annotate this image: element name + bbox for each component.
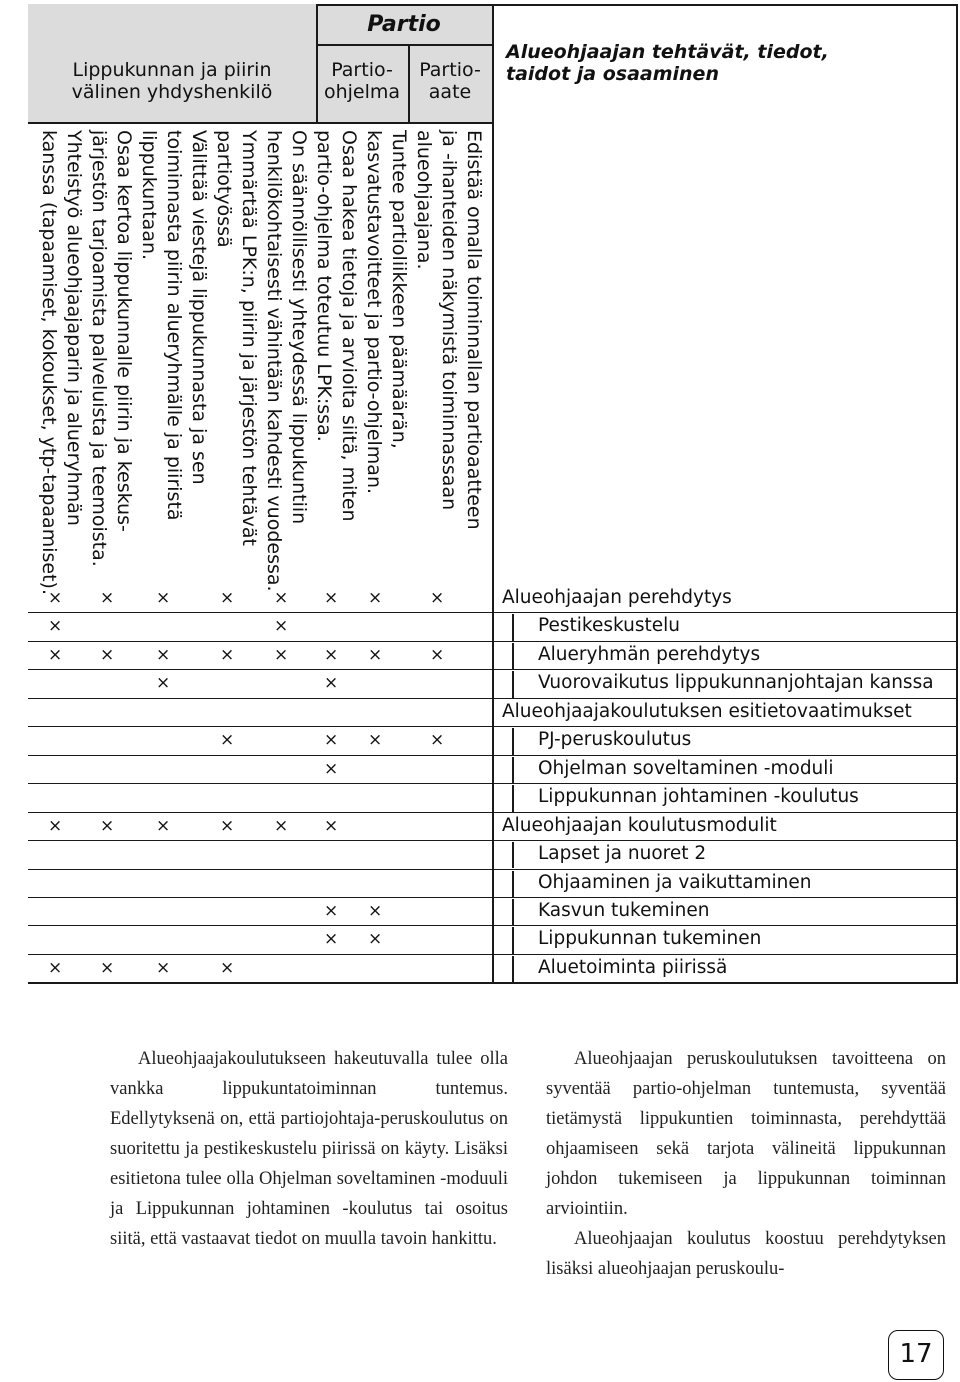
check-mark: × [220,730,235,751]
check-mark: × [156,644,171,665]
indent-tick [512,956,514,982]
check-mark: × [274,588,289,608]
row-label: Alueohjaajan koulutusmodulit [502,814,777,836]
column-statement-line: partio-ohjelma toteutuu LPK:ssa. [313,130,335,442]
check-mark: × [430,730,445,751]
paragraph-right: Alueohjaajan peruskoulutuksen tavoitteena on syventää partio-ohjelman tuntemusta, syventää tietämystä lippukuntien toiminnasta, perehdyttää ohjaamiseen sekä tarjota välineitä lippukunnan johdon tukemiseen ja lippukunnan toiminnan arviointiin. Alueohjaajan koulutus koostuu perehdytyksen lisäksi alueohjaajan peruskoulu- [546,1049,946,1279]
indent-tick [512,927,514,953]
column-statement-line: partiotyössä [213,130,235,248]
check-mark: × [156,673,171,694]
ohjelma-header: Partio- ohjelma [323,59,401,103]
check-mark: × [48,616,63,637]
indent-tick [512,899,514,925]
row-label: Vuorovaikutus lippukunnanjohtajan kanssa [538,672,934,694]
tasks-divider [492,4,494,984]
check-mark: × [368,900,383,921]
row-label: Lapset ja nuoret 2 [538,843,707,865]
indent-tick [512,785,514,811]
check-mark: × [156,815,171,836]
column-statement-line: kanssa (tapaamiset, kokoukset, ytp-tapaamiset). [38,130,60,595]
check-mark: × [220,644,235,665]
check-mark: × [100,644,115,665]
check-mark: × [156,588,171,608]
row-label: Pestikeskustelu [538,615,680,637]
row-label: Alueohjaajakoulutuksen esitietovaatimukset [502,700,912,722]
frame-right [956,4,958,984]
indent-tick [512,842,514,868]
column-statement-line: Osaa kertoa lippukunnalle piirin ja keskus- [113,130,135,532]
aate-divider [408,44,410,122]
column-statement-line: Välittää viestejä lippukunnasta ja sen [188,130,210,485]
row-label: Ohjaaminen ja vaikuttaminen [538,871,812,893]
check-mark: × [430,588,445,608]
check-mark: × [324,673,339,694]
column-statement-line: toiminnasta piirin alueryhmälle ja piiristä [163,130,185,521]
check-mark: × [274,616,289,637]
aate-header: Partio- aate [419,59,481,103]
column-statement-line: Osaa hakea tietoja ja arvioita siitä, miten [338,130,360,522]
indent-tick [512,671,514,697]
frame-top [316,4,958,6]
check-mark: × [368,730,383,751]
check-mark: × [220,957,235,978]
column-statement-line: järjestön tarjoamista palveluista ja teemoista. [88,130,110,567]
check-mark: × [324,730,339,751]
row-label: Lippukunnan johtaminen -koulutus [538,786,859,808]
column-statement-line: On säännöllisesti yhteydessä lippukuntiin [288,130,310,525]
check-mark: × [48,957,63,978]
competence-matrix [28,4,958,984]
row-label: Alueohjaajan perehdytys [502,587,732,608]
check-mark: × [274,815,289,836]
check-mark: × [368,588,383,608]
check-mark: × [100,588,115,608]
check-mark: × [324,929,339,950]
column-statement-line: ja -ihanteiden näkymistä toiminnassaan [438,130,460,511]
indent-tick [512,614,514,640]
column-statement-line: henkilökohtaisesti vähintään kahdesti vuodessa. [263,130,285,592]
column-statement-line: kasvatustavoitteet ja partio-ohjelman. [363,130,385,495]
check-mark: × [48,815,63,836]
check-mark: × [48,644,63,665]
check-mark: × [324,900,339,921]
check-mark: × [220,815,235,836]
check-mark: × [324,815,339,836]
row-label: Kasvun tukeminen [538,899,710,921]
row-label: PJ-peruskoulutus [538,729,692,751]
check-mark: × [100,815,115,836]
check-mark: × [430,644,445,665]
check-mark: × [368,644,383,665]
page-number: 17 [888,1330,944,1380]
check-mark: × [324,644,339,665]
column-statement-line: Edistää omalla toiminnallan partioaatteen [463,130,485,530]
liaison-header: Lippukunnan ja piirin välinen yhdyshenkilö [71,59,273,103]
check-mark: × [368,929,383,950]
indent-tick [512,643,514,669]
check-mark: × [324,758,339,779]
row-label: Aluetoiminta piirissä [538,956,728,978]
column-statement-line: lippukuntaan. [138,130,160,261]
column-statement-line: Ymmärtää LPK:n, piirin ja järjestön tehtävät [238,130,260,546]
partio-header: Partio [367,12,441,37]
partio-rule [316,44,492,46]
check-mark: × [48,588,63,608]
paragraph-left: Alueohjaajakoulutukseen hakeutuvalla tulee olla vankka lippukuntatoiminnan tuntemus. Edellytyksenä on, että partiojohtaja-peruskoulutus on suoritettu ja pestikeskustelu piirissä on käyty. Lisäksi esitietona tulee olla Ohjelman soveltaminen -moduuli ja Lippukunnan johtaminen -koulutus tai osoitus siitä, että vastaavat tiedot on muulla tavoin hankittu. [110,1049,508,1249]
check-mark: × [156,957,171,978]
column-statement-line: alueohjaajana. [413,130,435,270]
row-label: Ohjelman soveltaminen -moduli [538,757,834,779]
indent-tick [512,757,514,783]
check-mark: × [274,644,289,665]
indent-tick [512,728,514,754]
column-statement-line: Tuntee partioliikkeen päämäärän, [388,130,410,449]
partio-divider [316,4,318,122]
row-label: Alueryhmän perehdytys [538,643,761,665]
header-rule [28,122,494,124]
check-mark: × [324,588,339,608]
tasks-title: Alueohjaajan tehtävät, tiedot, taidot ja osaaminen [506,41,829,85]
row-label: Lippukunnan tukeminen [538,928,762,950]
column-statement-line: Yhteistyö alueohjaajaparin ja alueryhmän [63,130,85,526]
indent-tick [512,871,514,897]
check-mark: × [100,957,115,978]
check-mark: × [220,588,235,608]
